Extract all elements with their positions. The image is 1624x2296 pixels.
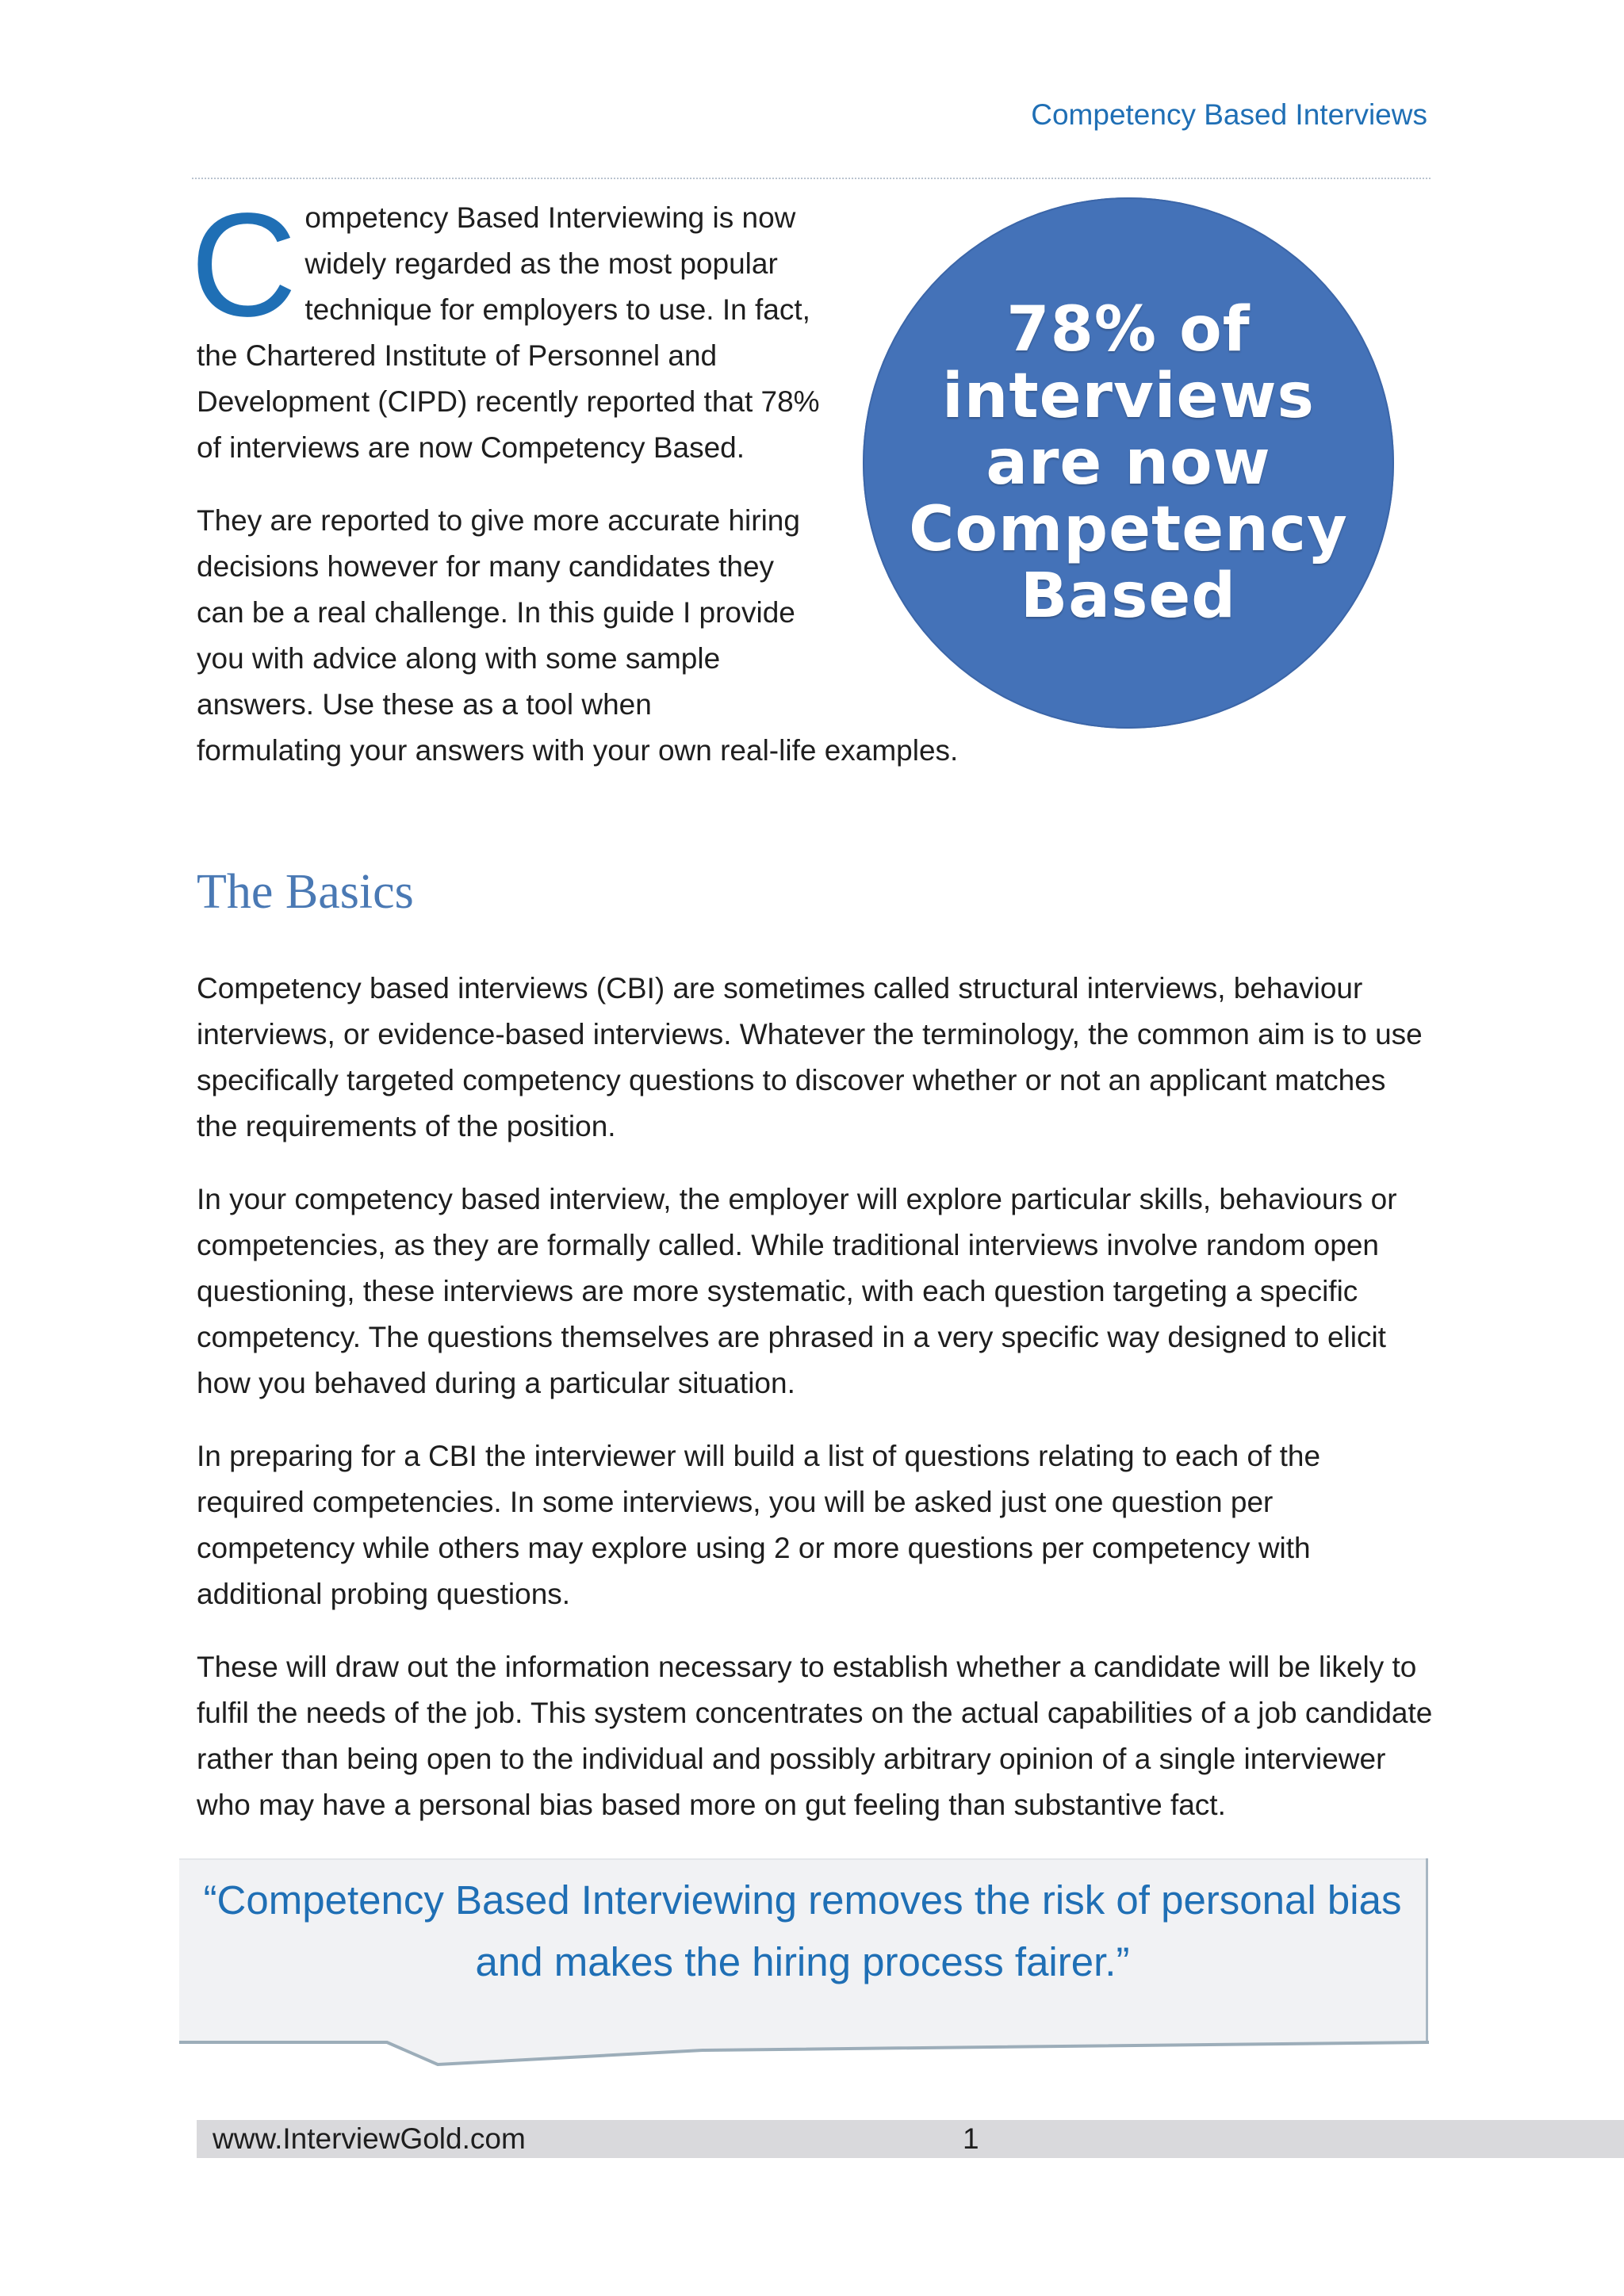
page-footer <box>197 2120 1624 2158</box>
pull-quote-text: “Competency Based Interviewing removes the risk of personal bias and makes the hiring process fairer.” <box>203 1877 1402 1984</box>
intro-paragraph-2-text: They are reported to give more accurate hiring decisions however for many candidates they can be a real challenge. In this guide I provide you with advice along with some sample answers. Use these as a tool when <box>197 504 800 721</box>
intro-paragraph-2-last-line: formulating your answers with your own real-life examples. <box>197 734 959 767</box>
statistic-circle-text: 78% of interviews are now Competency Based <box>909 294 1348 632</box>
body-paragraph: In your competency based interview, the employer will explore particular skills, behaviours or competencies, as they are formally called. While traditional interviews involve random open questioning, these interviews are more systematic, with each question targeting a specific competency. The questions themselves are phrased in a very specific way designed to elicit how you behaved during a particular situation. <box>197 1183 1397 1399</box>
footer-website: www.InterviewGold.com <box>213 2122 526 2155</box>
running-header: Competency Based Interviews <box>1031 98 1427 131</box>
header-divider <box>192 178 1431 179</box>
section-heading: The Basics <box>197 865 414 919</box>
intro-paragraph-1-wrap <box>190 183 823 471</box>
intro-paragraph-1-text: ompetency Based Interviewing is now widely regarded as the most popular technique for employers to use. In fact, the Chartered Institute of Personnel and Development (CIPD) recently reported that 78% of interviews are now Competency Based. <box>197 201 820 464</box>
body-text <box>197 966 1434 1855</box>
body-paragraph: These will draw out the information necessary to establish whether a candidate will be likely to fulfil the needs of the job. This system concentrates on the actual capabilities of a job candidate rather than being open to the individual and possibly arbitrary opinion of a single interviewer who may have a personal bias based more on gut feeling than substantive fact. <box>197 1651 1433 1821</box>
body-paragraph: In preparing for a CBI the interviewer will build a list of questions relating to each of the required competencies. In some interviews, you will be asked just one question per competency while others may explore using 2 or more questions per competency with additional probing questions. <box>197 1440 1321 1610</box>
body-paragraph: Competency based interviews (CBI) are sometimes called structural interviews, behaviour interviews, or evidence-based interviews. Whatever the terminology, the common aim is to use specifically targeted competency questions to discover whether or not an applicant matches the requirements of the position. <box>197 972 1423 1142</box>
pull-quote-box <box>179 1858 1428 2042</box>
drop-cap: C <box>190 183 297 347</box>
page-number: 1 <box>963 2122 979 2155</box>
pull-quote-callout-tail <box>179 2041 1429 2069</box>
statistic-circle-graphic <box>863 197 1394 729</box>
